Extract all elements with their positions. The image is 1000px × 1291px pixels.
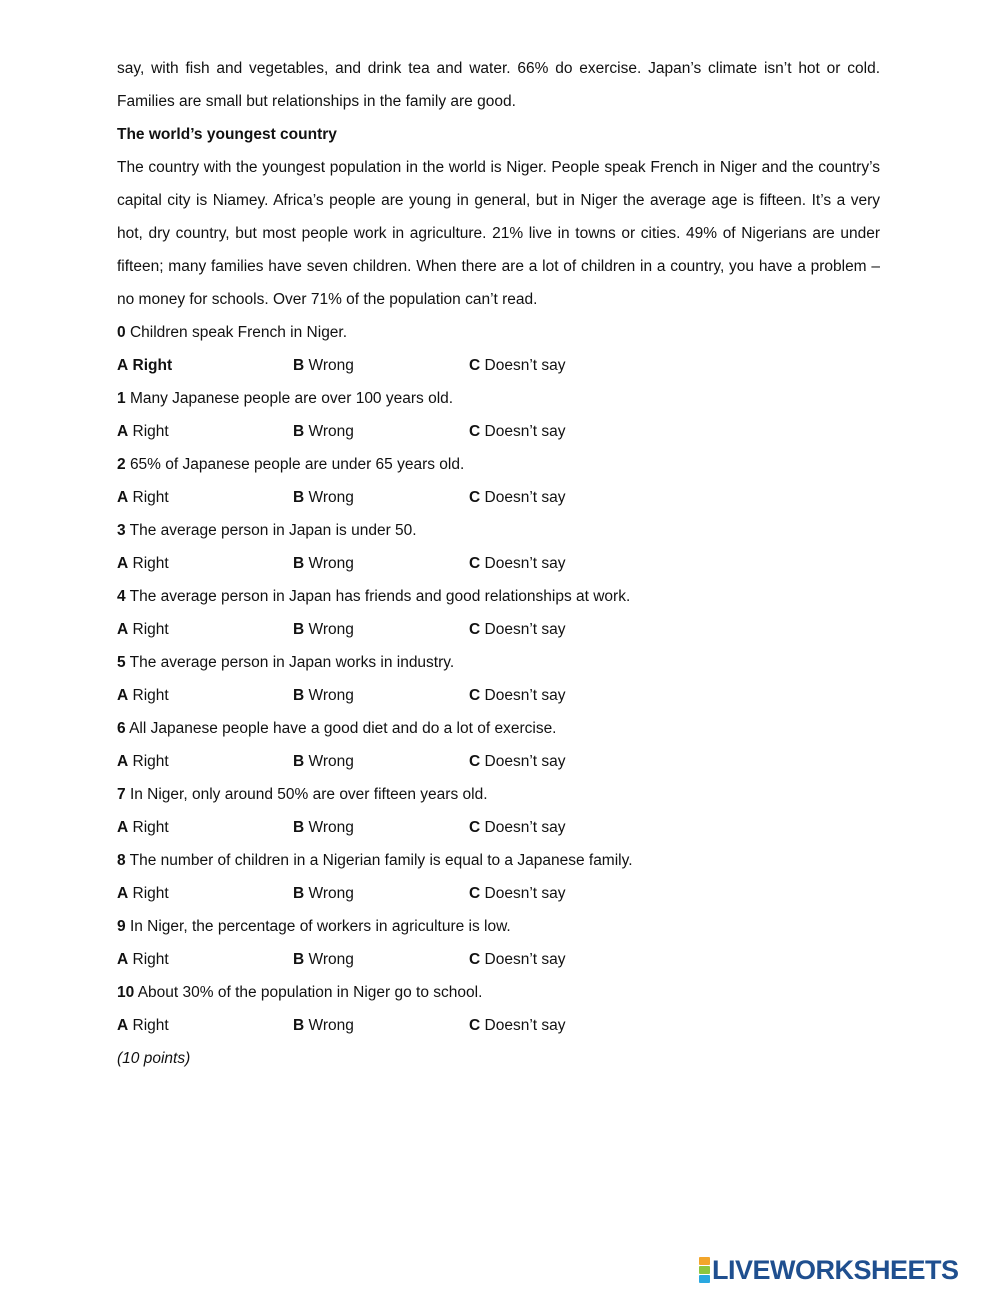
- option-text: Right: [132, 555, 169, 572]
- option-a[interactable]: [117, 1009, 169, 1042]
- option-letter: B: [293, 819, 305, 836]
- option-text: Wrong: [308, 951, 354, 968]
- option-b[interactable]: [293, 745, 354, 778]
- option-letter: C: [469, 885, 481, 902]
- option-b[interactable]: [293, 547, 354, 580]
- option-text: Wrong: [308, 555, 354, 572]
- option-c[interactable]: [469, 877, 566, 910]
- option-letter: B: [293, 621, 305, 638]
- question-number: 7: [117, 786, 126, 803]
- option-letter: A: [117, 951, 129, 968]
- question-text: All Japanese people have a good diet and do a lot of exercise.: [129, 720, 557, 737]
- option-letter: C: [469, 423, 481, 440]
- option-text: Doesn’t say: [484, 753, 566, 770]
- option-b[interactable]: [293, 811, 354, 844]
- option-text: Right: [132, 357, 173, 374]
- option-text: Doesn’t say: [484, 423, 566, 440]
- answer-options: [117, 1009, 880, 1042]
- option-letter: A: [117, 423, 129, 440]
- question-10: [117, 976, 880, 1009]
- option-a[interactable]: [117, 745, 169, 778]
- question-number: 5: [117, 654, 126, 671]
- section-heading: The world’s youngest country: [117, 126, 337, 143]
- option-letter: A: [117, 357, 129, 374]
- question-number: 10: [117, 984, 135, 1001]
- option-a[interactable]: [117, 811, 169, 844]
- option-text: Wrong: [308, 687, 354, 704]
- option-text: Right: [132, 819, 169, 836]
- option-text: Doesn’t say: [484, 819, 566, 836]
- question-text: The average person in Japan works in industry.: [129, 654, 455, 671]
- question-number: 4: [117, 588, 126, 605]
- option-b[interactable]: [293, 877, 354, 910]
- option-a[interactable]: [117, 415, 169, 448]
- question-number: 6: [117, 720, 126, 737]
- option-letter: B: [293, 951, 305, 968]
- option-a[interactable]: [117, 877, 169, 910]
- question-number: 9: [117, 918, 126, 935]
- question-text: Many Japanese people are over 100 years old.: [129, 390, 454, 407]
- option-text: Wrong: [308, 489, 354, 506]
- option-letter: C: [469, 357, 481, 374]
- option-text: Right: [132, 423, 169, 440]
- option-letter: C: [469, 1017, 481, 1034]
- option-text: Doesn’t say: [484, 687, 566, 704]
- question-1: [117, 382, 880, 415]
- option-b[interactable]: [293, 679, 354, 712]
- option-c[interactable]: [469, 1009, 566, 1042]
- option-text: Wrong: [308, 885, 354, 902]
- option-b[interactable]: [293, 415, 354, 448]
- question-text: The average person in Japan is under 50.: [129, 522, 417, 539]
- option-text: Doesn’t say: [484, 1017, 566, 1034]
- answer-options: [117, 811, 880, 844]
- question-list: [117, 316, 880, 1042]
- question-text: Children speak French in Niger.: [129, 324, 348, 341]
- points-note: (10 points): [117, 1050, 191, 1067]
- option-letter: B: [293, 687, 305, 704]
- option-text: Right: [132, 885, 169, 902]
- option-b[interactable]: [293, 481, 354, 514]
- question-number: 2: [117, 456, 126, 473]
- question-number: 3: [117, 522, 126, 539]
- option-text: Right: [132, 687, 169, 704]
- option-letter: B: [293, 489, 305, 506]
- option-text: Doesn’t say: [484, 885, 566, 902]
- answer-options: [117, 943, 880, 976]
- option-a[interactable]: [117, 349, 172, 382]
- option-letter: B: [293, 555, 305, 572]
- logo-block: [699, 1257, 710, 1265]
- intro-paragraph: say, with fish and vegetables, and drink tea and water. 66% do exercise. Japan’s climate isn’t hot or cold. Families are small but relationships in the family are good.: [117, 60, 880, 110]
- logo-block: [699, 1266, 710, 1274]
- option-text: Right: [132, 1017, 169, 1034]
- question-6: [117, 712, 880, 745]
- option-text: Right: [132, 489, 169, 506]
- option-letter: A: [117, 819, 129, 836]
- option-b[interactable]: [293, 613, 354, 646]
- option-letter: B: [293, 1017, 305, 1034]
- question-text: In Niger, only around 50% are over fifteen years old.: [129, 786, 488, 803]
- option-text: Doesn’t say: [484, 555, 566, 572]
- option-letter: A: [117, 555, 129, 572]
- question-8: [117, 844, 880, 877]
- option-b[interactable]: [293, 943, 354, 976]
- answer-options: [117, 745, 880, 778]
- question-number: 1: [117, 390, 126, 407]
- option-c[interactable]: [469, 943, 566, 976]
- option-text: Wrong: [308, 357, 354, 374]
- option-a[interactable]: [117, 679, 169, 712]
- option-letter: A: [117, 1017, 129, 1034]
- option-text: Doesn’t say: [484, 621, 566, 638]
- option-letter: A: [117, 621, 129, 638]
- answer-options: [117, 547, 880, 580]
- option-letter: C: [469, 555, 481, 572]
- question-text: 65% of Japanese people are under 65 years old.: [129, 456, 465, 473]
- question-text: The average person in Japan has friends and good relationships at work.: [129, 588, 631, 605]
- question-2: [117, 448, 880, 481]
- option-letter: A: [117, 885, 129, 902]
- option-c[interactable]: [469, 547, 566, 580]
- option-a[interactable]: [117, 481, 169, 514]
- answer-options: [117, 415, 880, 448]
- option-c[interactable]: [469, 481, 566, 514]
- option-letter: B: [293, 753, 305, 770]
- worksheet-page: [117, 52, 880, 1075]
- option-letter: B: [293, 885, 305, 902]
- option-c[interactable]: [469, 415, 566, 448]
- option-text: Wrong: [308, 423, 354, 440]
- option-letter: A: [117, 687, 129, 704]
- option-c[interactable]: [469, 679, 566, 712]
- question-7: [117, 778, 880, 811]
- option-text: Wrong: [308, 1017, 354, 1034]
- question-text: About 30% of the population in Niger go to school.: [137, 984, 483, 1001]
- section-paragraph: The country with the youngest population in the world is Niger. People speak French in Niger and the country’s capital city is Niamey. Africa’s people are young in general, but in Niger the average age is fifteen. It’s a very hot, dry country, but most people work in agriculture. 21% live in towns or cities. 49% of Nigerians are under fifteen; many families have seven children. When there are a lot of children in a country, you have a problem – no money for schools. Over 71% of the population can’t read.: [117, 159, 880, 308]
- answer-options: [117, 349, 880, 382]
- question-3: [117, 514, 880, 547]
- liveworksheets-logo: [699, 1255, 959, 1285]
- option-text: Doesn’t say: [484, 357, 566, 374]
- option-text: Wrong: [308, 621, 354, 638]
- answer-options: [117, 877, 880, 910]
- option-letter: C: [469, 687, 481, 704]
- question-5: [117, 646, 880, 679]
- question-number: 8: [117, 852, 126, 869]
- option-c[interactable]: [469, 349, 566, 382]
- answer-options: [117, 613, 880, 646]
- option-letter: A: [117, 753, 129, 770]
- question-text: The number of children in a Nigerian family is equal to a Japanese family.: [129, 852, 633, 869]
- option-a[interactable]: [117, 943, 169, 976]
- option-text: Doesn’t say: [484, 951, 566, 968]
- option-c[interactable]: [469, 745, 566, 778]
- question-0: [117, 316, 880, 349]
- option-letter: B: [293, 357, 305, 374]
- question-9: [117, 910, 880, 943]
- option-b[interactable]: [293, 1009, 354, 1042]
- option-text: Wrong: [308, 819, 354, 836]
- option-b[interactable]: [293, 349, 354, 382]
- answer-options: [117, 679, 880, 712]
- question-text: In Niger, the percentage of workers in agriculture is low.: [129, 918, 511, 935]
- option-letter: B: [293, 423, 305, 440]
- option-text: Doesn’t say: [484, 489, 566, 506]
- option-letter: C: [469, 621, 481, 638]
- option-c[interactable]: [469, 613, 566, 646]
- option-letter: A: [117, 489, 129, 506]
- option-letter: C: [469, 489, 481, 506]
- question-4: [117, 580, 880, 613]
- question-number: 0: [117, 324, 126, 341]
- option-text: Wrong: [308, 753, 354, 770]
- option-a[interactable]: [117, 547, 169, 580]
- option-letter: C: [469, 753, 481, 770]
- logo-text: LIVEWORKSHEETS: [712, 1255, 959, 1285]
- answer-options: [117, 481, 880, 514]
- logo-blocks-icon: [699, 1257, 710, 1283]
- option-text: Right: [132, 951, 169, 968]
- option-c[interactable]: [469, 811, 566, 844]
- option-text: Right: [132, 621, 169, 638]
- logo-block: [699, 1275, 710, 1283]
- option-letter: C: [469, 819, 481, 836]
- option-letter: C: [469, 951, 481, 968]
- option-a[interactable]: [117, 613, 169, 646]
- option-text: Right: [132, 753, 169, 770]
